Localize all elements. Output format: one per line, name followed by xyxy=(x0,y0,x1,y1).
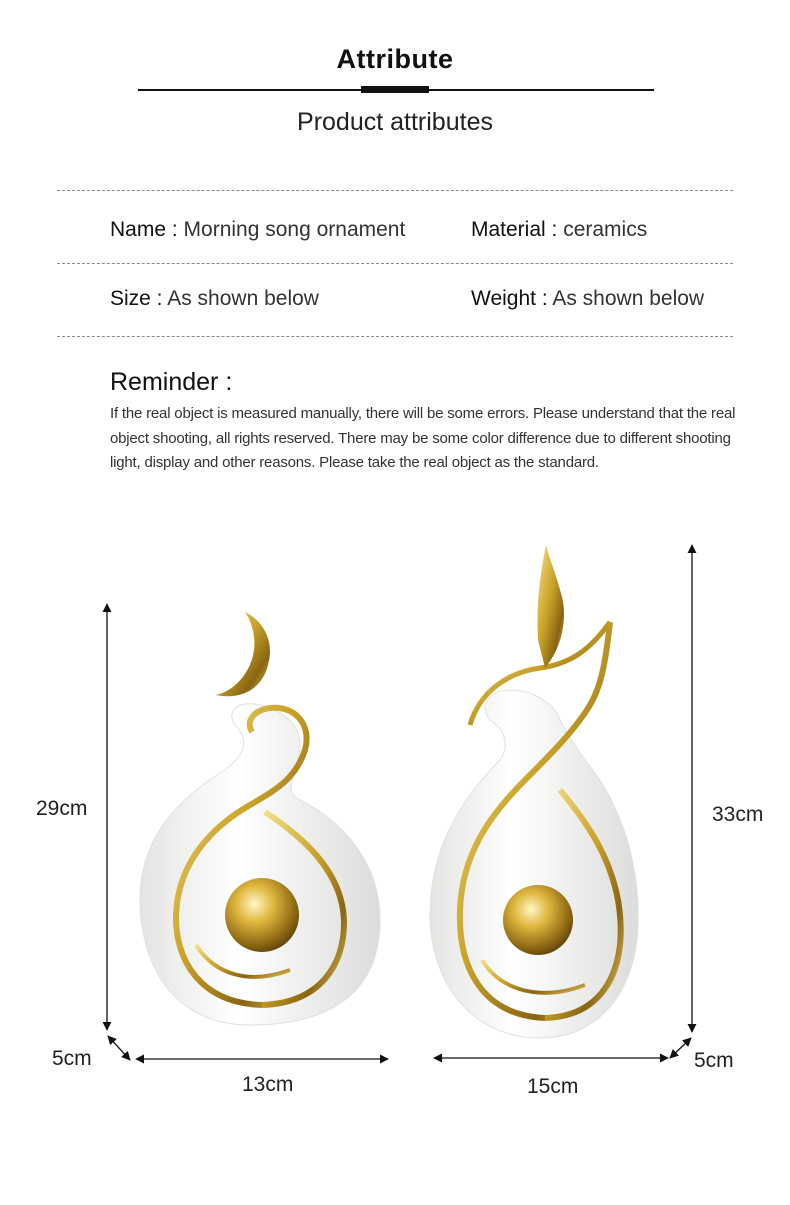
small-depth-label: 5cm xyxy=(52,1047,92,1070)
large-width-label: 15cm xyxy=(527,1075,579,1098)
product-dimension-figure xyxy=(0,530,790,1130)
attribute-material xyxy=(471,218,647,242)
section-title: Attribute xyxy=(336,44,454,74)
large-depth-label: 5cm xyxy=(694,1049,734,1072)
attribute-size-label: Size : xyxy=(110,287,163,310)
small-height-label: 29cm xyxy=(36,797,88,820)
attribute-size-value: As shown below xyxy=(167,287,319,310)
small-width-label: 13cm xyxy=(242,1073,294,1096)
section-subtitle: Product attributes xyxy=(297,108,493,136)
divider xyxy=(57,190,733,191)
attribute-material-label: Material : xyxy=(471,218,558,241)
divider xyxy=(57,263,733,264)
attribute-weight xyxy=(471,287,704,311)
attribute-size xyxy=(110,287,319,311)
attribute-material-value: ceramics xyxy=(563,218,648,241)
large-depth-line xyxy=(670,1038,691,1058)
attribute-weight-value: As shown below xyxy=(552,287,705,310)
attribute-name-value: Morning song ornament xyxy=(183,218,406,241)
attribute-name xyxy=(110,218,405,242)
small-ornament xyxy=(140,612,380,1025)
reminder-text: If the real object is measured manually, there will be some errors. Please understand that the real object shooting, all rights reserved. There may be some color difference due to different shooting light, display and other reasons. Please take the real object as the standard. xyxy=(110,405,736,471)
attribute-name-label: Name : xyxy=(110,218,178,241)
large-height-label: 33cm xyxy=(712,803,764,826)
small-depth-line xyxy=(108,1036,130,1060)
reminder-title: Reminder : xyxy=(110,368,233,396)
divider xyxy=(57,336,733,337)
title-underline-accent xyxy=(361,86,429,93)
large-ornament xyxy=(430,545,638,1038)
attribute-weight-label: Weight : xyxy=(471,287,548,310)
